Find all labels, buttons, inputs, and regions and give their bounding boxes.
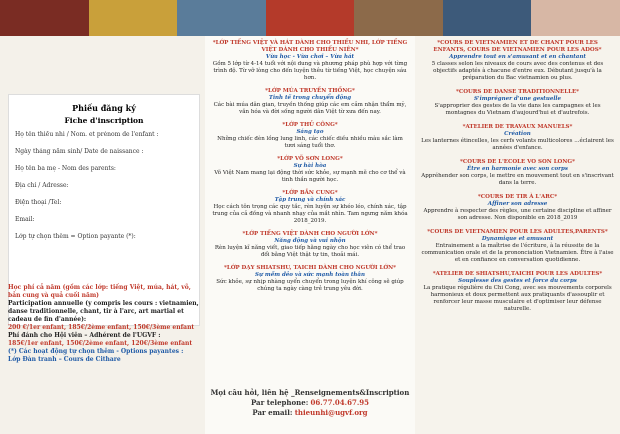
class-section: *LỚP TIẾNG VIỆT DÀNH CHO NGƯỜI LỚN* Năng động và vui nhộn Rèn luyện kĩ năng viết, giao tiếp hằng ngày cho học viên có thể trao đổi bằng Việt thật tự tin, thoải mái. bbox=[214, 231, 406, 258]
photo bbox=[354, 0, 443, 36]
class-section: *LỚP BẮN CUNG* Tập trung và chính xác Học cách tôn trọng các quy tắc, rèn luyện sự khéo léo, chính xác, tập trung của cả đồng và nhanh nhạy của mắt nhìn. Tam ngưng năm khóa 2018_2019. bbox=[212, 190, 408, 224]
photo-strip bbox=[0, 0, 620, 36]
form-field[interactable]: Lớp tự chọn thêm = Option payante (*): bbox=[15, 233, 136, 240]
class-section: *LỚP THỦ CÔNG* Sáng tạo Những chiếc đèn lồng lung linh, các chiếc diều nhiều màu sắc làm tươi sáng tuổi thơ. bbox=[217, 122, 403, 149]
photo bbox=[443, 0, 532, 36]
class-section: *COURS DE L'ECOLE VO SON LONG* Être en harmonie avec son corps Appréhender son corps, le mettre en mouvement tout en s'inscrivant dans la terre. bbox=[421, 159, 614, 186]
form-field[interactable]: Họ tên ba mẹ - Nom des parents: bbox=[15, 165, 116, 172]
form-subtitle: Fiche d'inscription bbox=[64, 116, 144, 125]
fee-line: 185€/1er enfant, 150€/2ème enfant, 120€/3ème enfant bbox=[8, 340, 193, 347]
class-section: *LỚP TIẾNG VIỆT VÀ HÁT DÀNH CHO THIẾU NHI, LỚP TIẾNG VIỆT DÀNH CHO THIẾU NIÊN* Vừa học - Vừa chơi – Vừa hát Gồm 5 lớp từ 4-14 tuổi với nội dung và phương pháp phù hợp với từng trình độ. Từ vỡ lòng cho đến luyện thêu từ tiếng Việt, học chuyện sáu hơn. bbox=[212, 40, 408, 81]
class-section: *COURS DE DANSE TRADITIONNELLE* S'imprégner d'une gestuelle S'approprier des gestes de la vie dans les campagnes et les montagnes du Vietnam d'aujourd'hui et d'autrefois. bbox=[434, 89, 601, 116]
class-section: *COURS DE VIETNAMIEN POUR LES ADULTES,PARENTS* Dynamique et amusant Entrainement a la maîtrise de l'écriture, à la réussite de la communication orale et de la prononciation Vietnamien. Être à l'aise et en confiance en conversation quotidienne. bbox=[421, 229, 614, 263]
form-field[interactable]: Email: bbox=[15, 216, 35, 223]
middle-column bbox=[205, 36, 415, 434]
contact-block: Mọi câu hỏi, liên hệ _Renseignements&Inscription Par telephone: 06.77.04.67.95 Par email: thieunhi@ugvf.org bbox=[210, 388, 410, 417]
class-section: *COURS DE TIR À L'ARC* Affiner son adresse Apprendre à respecter des règles, une certaine discipline et affiner son adresse. Non disponible en 2018_2019 bbox=[423, 194, 612, 221]
class-section: *ATELIER DE SHIATSHU,TAICHI POUR LES ADULTES* Souplesse des gestes et force du corps La pratique régulière du Chi Cong, avec ses mouvements corporels harmonieux et doux permettent aux pratiquants d'assouplir et renforcer leur masse musculaire et d'optimiser leur défense naturelle. bbox=[423, 271, 612, 312]
fee-block bbox=[8, 284, 200, 364]
photo bbox=[531, 0, 620, 36]
photo bbox=[0, 0, 89, 36]
class-section: *LỚP DẠY SHIATSHU, TAICHI DÀNH CHO NGƯỜI LỚN* Sự mềm dẻo và sức mạnh toàn thân Sức khỏe, sự nhịp nhàng uyển chuyển trong luyện khí công sẽ giúp chúng ta ngày càng trẻ trung yêu đời. bbox=[216, 265, 404, 292]
fee-line: 200 €/1er enfant, 185€/2ème enfant, 150€/3ème enfant bbox=[8, 324, 195, 331]
fee-line: Phí đánh cho Hội viên – Adhérent de l'UGVF : bbox=[8, 332, 161, 339]
form-field[interactable]: Địa chỉ / Adresse: bbox=[15, 182, 69, 189]
fee-line: Participation annuelle (y compris les cours : vietnamien, danse traditionnelle, chant, tir à l'arc, art martial et cadeau de fin d'année): bbox=[8, 300, 199, 323]
email-link[interactable]: thieunhi@ugvf.org bbox=[294, 408, 368, 417]
class-section: *LỚP VÕ SƠN LONG* Sự hài hòa Võ Việt Nam mang lại động thời sức khỏe, sự mạnh mẽ cho cơ thể và tinh thần người học. bbox=[214, 156, 406, 183]
form-field[interactable]: Ngày tháng năm sinh/ Date de naissance : bbox=[15, 148, 144, 155]
fee-line: (*) Các hoạt động tự chọn thêm - Options payantes : bbox=[8, 348, 184, 355]
class-section: *LỚP MÚA TRUYỀN THỐNG* Tinh tế trong chuyển động Các bài múa dân gian, truyền thống giúp các em cảm nhận thẩm mỹ, văn hóa và đời sống người dân Việt từ xưa đến nay. bbox=[213, 88, 407, 115]
photo bbox=[89, 0, 178, 36]
class-section: *ATELIER DE TRAVAUX MANUELS* Création Les lanternes étincelles, les cerfs volants multicolores ...éclairent les années d'enfance. bbox=[421, 124, 614, 151]
left-column bbox=[0, 36, 205, 434]
photo bbox=[177, 0, 266, 36]
class-section: *COURS DE VIETNAMIEN ET DE CHANT POUR LES ENFANTS, COURS DE VIETNAMIEN POUR LES ADOS* Apprendre tout en s'amusant et en chantant 5 classes selon les niveaux de cours avec des contenus et des objectifs adaptés à chacune d'entre eux. Débutant jusqu'à la préparation du Bac vietnamien ou plus. bbox=[431, 40, 604, 81]
photo bbox=[266, 0, 355, 36]
form-title: Phiếu đăng ký bbox=[72, 103, 136, 113]
fee-line: Học phí cả năm (gồm các lớp: tiếng Việt, múa, hát, võ, bản cung và quả cuối năm) bbox=[8, 284, 191, 299]
form-field[interactable]: Điện thoại /Tel: bbox=[15, 199, 62, 206]
form-field[interactable]: Họ tên thiếu nhi / Nom. et prénom de l'enfant : bbox=[15, 131, 159, 138]
fee-line: Lớp Đàn tranh – Cours de Cithare bbox=[8, 356, 121, 363]
right-column bbox=[415, 36, 620, 434]
phone-link[interactable]: 06.77.04.67.95 bbox=[310, 398, 370, 407]
